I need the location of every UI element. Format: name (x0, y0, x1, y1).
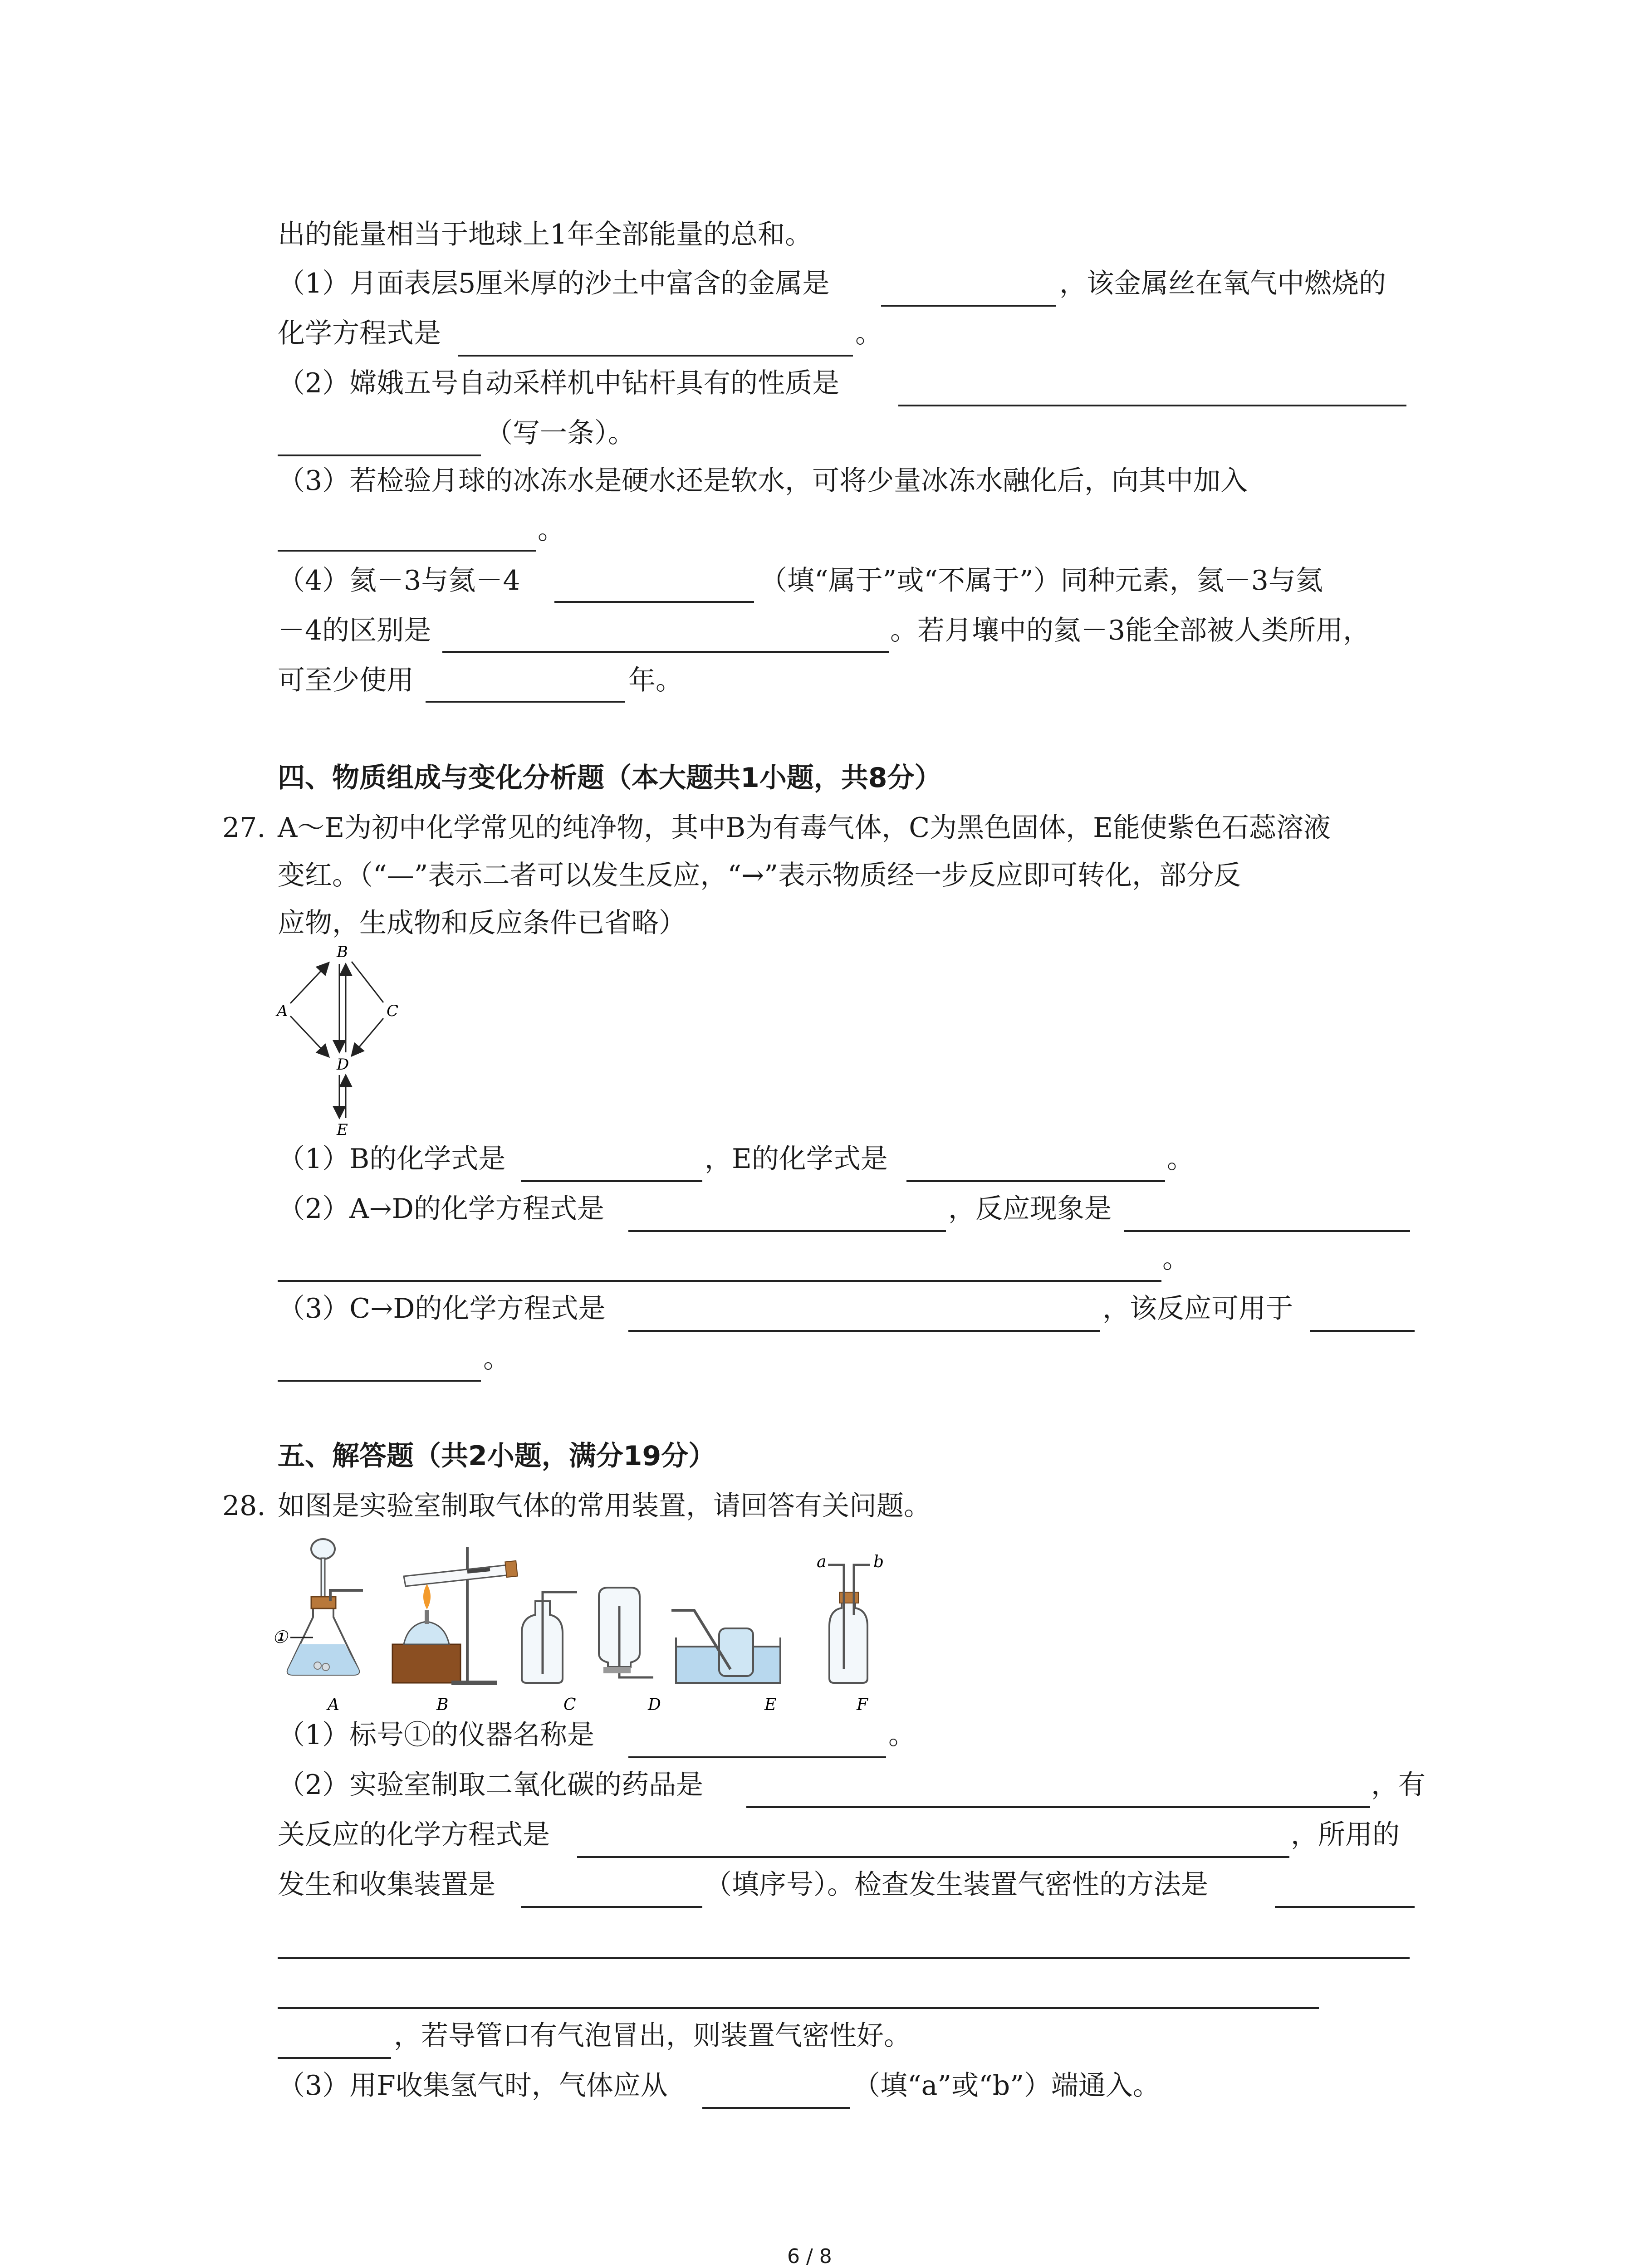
node-label-e: E (337, 1121, 348, 1139)
question-text: （3）若检验月球的冰冻水是硬水还是软水，可将少量冰冻水融化后，向其中加入 (278, 465, 1248, 497)
section-heading: 五、解答题（共2小题，满分19分） (278, 1440, 716, 1472)
node-label-b: B (337, 943, 348, 961)
question-text: ，E的化学式是 (705, 1143, 888, 1175)
answer-blank[interactable] (458, 355, 853, 357)
question-text: 可至少使用 (278, 665, 414, 696)
question-text: 年。 (628, 665, 683, 696)
answer-blank[interactable] (577, 1856, 1289, 1858)
answer-blank[interactable] (1310, 1330, 1415, 1332)
question-text: ，该反应可用于 (1102, 1293, 1293, 1325)
answer-blank[interactable] (278, 1957, 1410, 1959)
question-text: A～E为初中化学常见的纯净物，其中B为有毒气体，C为黑色固体，E能使紫色石蕊溶液 (278, 812, 1331, 844)
question-text: （填序号）。检查发生装置气密性的方法是 (705, 1869, 1208, 1901)
answer-blank[interactable] (1275, 1906, 1415, 1908)
punctuation: 。 (1167, 1143, 1194, 1175)
question-text: （4）氦－3与氦－4 (278, 565, 520, 596)
punctuation: 。 (888, 1719, 916, 1751)
punctuation: 。 (483, 1343, 510, 1374)
port-a-label: a (817, 1553, 827, 1571)
apparatus-label-e: E (764, 1696, 777, 1714)
apparatus-label-f: F (857, 1696, 868, 1714)
page-number: 6 / 8 (787, 2245, 832, 2268)
answer-blank[interactable] (521, 1180, 702, 1182)
question-text: －4的区别是 (278, 615, 431, 646)
question-text: 发生和收集装置是 (278, 1869, 495, 1901)
answer-blank[interactable] (881, 305, 1056, 307)
lab-apparatus-figure (272, 1533, 953, 1715)
question-text: 如图是实验室制取气体的常用装置，请回答有关问题。 (278, 1490, 931, 1522)
node-label-c: C (387, 1002, 399, 1020)
apparatus-c (522, 1592, 577, 1683)
apparatus-e (671, 1610, 780, 1683)
question-text: （填“属于”或“不属于”）同种元素，氦－3与氦 (760, 565, 1323, 596)
link-b-c (352, 962, 383, 1002)
question-text: ，有 (1371, 1769, 1425, 1801)
question-text: 化学方程式是 (278, 318, 441, 349)
question-text: 应物，生成物和反应条件已省略） (278, 907, 686, 939)
question-text: （2）实验室制取二氧化碳的药品是 (278, 1769, 704, 1801)
question-text: （1）标号①的仪器名称是 (278, 1719, 595, 1751)
answer-blank[interactable] (278, 550, 536, 552)
question-text: （写一条）。 (485, 417, 635, 449)
answer-blank[interactable] (702, 2107, 850, 2109)
answer-blank[interactable] (278, 1280, 1161, 1282)
apparatus-f (817, 1553, 884, 1683)
answer-blank[interactable] (442, 651, 889, 653)
answer-blank[interactable] (1124, 1230, 1410, 1232)
answer-blank[interactable] (906, 1180, 1165, 1182)
answer-blank[interactable] (628, 1230, 946, 1232)
question-text: （1）B的化学式是 (278, 1143, 506, 1175)
apparatus-b (392, 1547, 518, 1685)
question-text: （1）月面表层5厘米厚的沙土中富含的金属是 (278, 268, 830, 299)
question-text: ，该金属丝在氧气中燃烧的 (1059, 268, 1386, 299)
apparatus-label-b: B (436, 1696, 449, 1714)
punctuation: 。 (855, 318, 882, 349)
arrow-a-to-d (290, 1016, 329, 1057)
arrow-c-to-d (352, 1018, 383, 1056)
question-text: ，所用的 (1291, 1819, 1400, 1851)
question-text: （填“a”或“b”）端通入。 (853, 2070, 1160, 2102)
node-label-a: A (277, 1002, 288, 1020)
question-text: （2）嫦娥五号自动采样机中钻杆具有的性质是 (278, 367, 840, 399)
answer-blank[interactable] (278, 1380, 481, 1382)
question-text: （2）A→D的化学方程式是 (278, 1193, 604, 1225)
apparatus-a (272, 1539, 363, 1675)
apparatus-label-c: C (563, 1696, 576, 1714)
answer-blank[interactable] (628, 1330, 1100, 1332)
answer-blank[interactable] (898, 405, 1406, 406)
answer-blank[interactable] (628, 1756, 886, 1758)
relationship-diagram (268, 943, 417, 1139)
apparatus-label-d: D (648, 1696, 661, 1714)
punctuation: 。 (538, 514, 565, 546)
question-text: ，反应现象是 (948, 1193, 1112, 1225)
answer-blank[interactable] (746, 1806, 1370, 1808)
apparatus-d (599, 1588, 653, 1677)
question-text: 关反应的化学方程式是 (278, 1819, 550, 1851)
port-b-label: b (873, 1553, 884, 1571)
answer-blank[interactable] (554, 601, 754, 603)
answer-blank[interactable] (278, 2057, 391, 2059)
question-text: ，若导管口有气泡冒出，则装置气密性好。 (394, 2020, 911, 2052)
text-line: 出的能量相当于地球上1年全部能量的总和。 (278, 219, 813, 250)
question-number: 27. (222, 812, 266, 844)
marker-1-label: ① (272, 1627, 288, 1647)
node-label-d: D (337, 1056, 349, 1074)
answer-blank[interactable] (426, 701, 625, 703)
question-number: 28. (222, 1490, 266, 1522)
answer-blank[interactable] (521, 1906, 702, 1908)
answer-blank[interactable] (278, 455, 481, 456)
punctuation: 。 (1162, 1243, 1190, 1275)
apparatus-label-a: A (328, 1696, 339, 1714)
question-text: 。若月壤中的氦－3能全部被人类所用， (890, 615, 1371, 646)
arrow-a-to-b (290, 963, 329, 1003)
question-text: （3）C→D的化学方程式是 (278, 1293, 606, 1325)
answer-blank[interactable] (278, 2007, 1319, 2009)
question-text: （3）用F收集氢气时，气体应从 (278, 2070, 668, 2102)
question-text: 变红。（“—”表示二者可以发生反应，“→”表示物质经一步反应即可转化，部分反 (278, 860, 1241, 891)
section-heading: 四、物质组成与变化分析题（本大题共1小题，共8分） (278, 762, 942, 794)
